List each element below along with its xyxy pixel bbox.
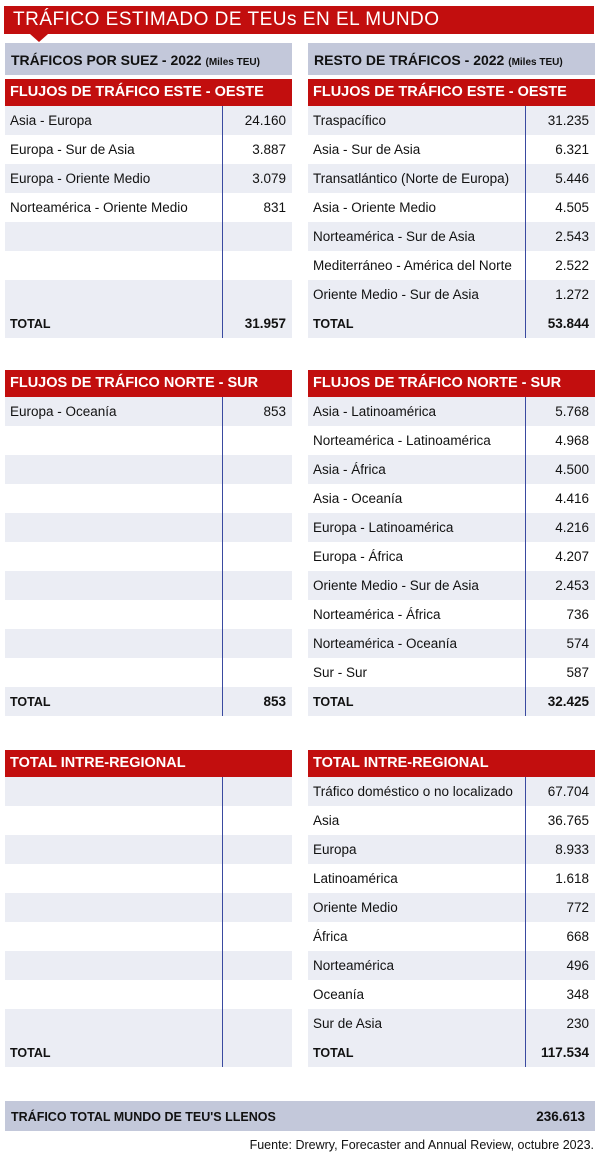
table-row bbox=[308, 1009, 595, 1038]
table-row bbox=[308, 571, 595, 600]
table-body bbox=[308, 777, 595, 1067]
row-label: Norteamérica - Sur de Asia bbox=[313, 229, 476, 244]
total-label: TOTAL bbox=[10, 317, 51, 331]
title-notch bbox=[30, 34, 48, 42]
row-value: 2.453 bbox=[555, 578, 589, 593]
rest-header-title: RESTO DE TRÁFICOS - 2022 bbox=[314, 52, 505, 68]
total-row bbox=[308, 309, 595, 338]
table-row bbox=[5, 835, 292, 864]
table-row bbox=[308, 193, 595, 222]
row-value: 1.618 bbox=[555, 871, 589, 886]
table-row bbox=[308, 980, 595, 1009]
grand-total-row bbox=[5, 1101, 595, 1131]
table-row bbox=[5, 922, 292, 951]
row-value: 24.160 bbox=[244, 113, 286, 128]
column-divider bbox=[525, 106, 526, 338]
total-label: TOTAL bbox=[10, 695, 51, 709]
grand-total-label: TRÁFICO TOTAL MUNDO DE TEU'S LLENOS bbox=[11, 1110, 276, 1124]
table-row bbox=[5, 893, 292, 922]
table-body bbox=[308, 106, 595, 338]
table-row bbox=[5, 193, 292, 222]
table-row bbox=[5, 135, 292, 164]
table-row bbox=[5, 571, 292, 600]
row-label: Asia bbox=[313, 813, 340, 828]
rest-east-west-table bbox=[308, 79, 595, 338]
table-row bbox=[5, 222, 292, 251]
table-row bbox=[308, 251, 595, 280]
rest-header bbox=[308, 43, 595, 75]
table-row bbox=[5, 806, 292, 835]
row-label: Norteamérica - Oriente Medio bbox=[10, 200, 188, 215]
source-note: Fuente: Drewry, Forecaster and Annual Review, octubre 2023. bbox=[249, 1138, 594, 1152]
column-divider bbox=[525, 397, 526, 716]
table-row bbox=[5, 280, 292, 309]
table-row bbox=[5, 106, 292, 135]
suez-east-west-table bbox=[5, 79, 292, 338]
table-body bbox=[5, 777, 292, 1067]
row-value: 5.768 bbox=[555, 404, 589, 419]
table-row bbox=[5, 426, 292, 455]
row-value: 1.272 bbox=[555, 287, 589, 302]
row-label: Tráfico doméstico o no localizado bbox=[313, 784, 513, 799]
row-label: Sur de Asia bbox=[313, 1016, 383, 1031]
table-row bbox=[308, 893, 595, 922]
row-value: 853 bbox=[263, 404, 286, 419]
column-divider bbox=[222, 106, 223, 338]
row-label: Traspacífico bbox=[313, 113, 387, 128]
row-value: 2.543 bbox=[555, 229, 589, 244]
total-label: TOTAL bbox=[313, 317, 354, 331]
table-row bbox=[308, 135, 595, 164]
rest-north-south-table bbox=[308, 370, 595, 716]
rest-panel-header bbox=[308, 43, 595, 75]
table-row bbox=[5, 397, 292, 426]
row-value: 496 bbox=[566, 958, 589, 973]
row-value: 4.207 bbox=[555, 549, 589, 564]
row-value: 4.968 bbox=[555, 433, 589, 448]
section-title: TOTAL INTRE-REGIONAL bbox=[308, 750, 595, 777]
total-row bbox=[308, 687, 595, 716]
table-row bbox=[5, 1009, 292, 1038]
row-label: Oriente Medio - Sur de Asia bbox=[313, 287, 479, 302]
row-label: Transatlántico (Norte de Europa) bbox=[313, 171, 510, 186]
row-label: Europa - África bbox=[313, 549, 404, 564]
table-row bbox=[308, 164, 595, 193]
row-label: Norteamérica - África bbox=[313, 607, 441, 622]
table-body bbox=[5, 106, 292, 338]
suez-header bbox=[5, 43, 292, 75]
table-row bbox=[5, 484, 292, 513]
column-divider bbox=[525, 777, 526, 1067]
table-row bbox=[5, 864, 292, 893]
suez-header-title: TRÁFICOS POR SUEZ - 2022 bbox=[11, 52, 202, 68]
total-label: TOTAL bbox=[313, 695, 354, 709]
grand-total-value: 236.613 bbox=[536, 1109, 585, 1124]
row-label: Asia - Sur de Asia bbox=[313, 142, 421, 157]
row-label: Latinoamérica bbox=[313, 871, 398, 886]
row-value: 736 bbox=[566, 607, 589, 622]
section-title: FLUJOS DE TRÁFICO NORTE - SUR bbox=[5, 370, 292, 397]
table-row bbox=[5, 513, 292, 542]
row-label: Oriente Medio bbox=[313, 900, 398, 915]
row-value: 3.887 bbox=[252, 142, 286, 157]
row-value: 31.235 bbox=[547, 113, 589, 128]
table-row bbox=[308, 835, 595, 864]
row-label: Europa bbox=[313, 842, 357, 857]
row-value: 230 bbox=[566, 1016, 589, 1031]
table-row bbox=[308, 484, 595, 513]
suez-header-unit: (Miles TEU) bbox=[205, 57, 260, 68]
table-row bbox=[5, 629, 292, 658]
row-value: 574 bbox=[566, 636, 589, 651]
row-label: África bbox=[313, 929, 348, 944]
table-row bbox=[308, 106, 595, 135]
table-row bbox=[5, 542, 292, 571]
suez-north-south-table bbox=[5, 370, 292, 716]
table-body bbox=[5, 397, 292, 716]
row-value: 772 bbox=[566, 900, 589, 915]
section-title: FLUJOS DE TRÁFICO ESTE - OESTE bbox=[5, 79, 292, 106]
suez-panel-header bbox=[5, 43, 292, 75]
column-divider bbox=[222, 397, 223, 716]
row-label: Europa - Sur de Asia bbox=[10, 142, 135, 157]
table-row bbox=[5, 980, 292, 1009]
total-label: TOTAL bbox=[313, 1046, 354, 1060]
row-label: Norteamérica - Latinoamérica bbox=[313, 433, 491, 448]
row-value: 587 bbox=[566, 665, 589, 680]
table-row bbox=[308, 222, 595, 251]
table-row bbox=[5, 600, 292, 629]
row-label: Norteamérica bbox=[313, 958, 395, 973]
row-value: 67.704 bbox=[547, 784, 589, 799]
row-value: 4.505 bbox=[555, 200, 589, 215]
row-label: Sur - Sur bbox=[313, 665, 368, 680]
row-value: 4.216 bbox=[555, 520, 589, 535]
table-row bbox=[308, 397, 595, 426]
column-divider bbox=[222, 777, 223, 1067]
row-label: Asia - África bbox=[313, 462, 386, 477]
row-label: Asia - Oceanía bbox=[313, 491, 403, 506]
row-value: 5.446 bbox=[555, 171, 589, 186]
row-label: Norteamérica - Oceanía bbox=[313, 636, 458, 651]
table-row bbox=[308, 629, 595, 658]
table-row bbox=[308, 455, 595, 484]
row-value: 2.522 bbox=[555, 258, 589, 273]
table-row bbox=[308, 658, 595, 687]
total-label: TOTAL bbox=[10, 1046, 51, 1060]
table-row bbox=[308, 922, 595, 951]
row-label: Asia - Europa bbox=[10, 113, 92, 128]
table-row bbox=[5, 251, 292, 280]
table-row bbox=[5, 164, 292, 193]
row-value: 668 bbox=[566, 929, 589, 944]
total-value: 32.425 bbox=[547, 694, 589, 709]
row-label: Oriente Medio - Sur de Asia bbox=[313, 578, 479, 593]
section-title: FLUJOS DE TRÁFICO ESTE - OESTE bbox=[308, 79, 595, 106]
row-value: 4.416 bbox=[555, 491, 589, 506]
table-row bbox=[308, 600, 595, 629]
suez-intra-regional-table bbox=[5, 750, 292, 1067]
table-row bbox=[308, 280, 595, 309]
row-label: Oceanía bbox=[313, 987, 365, 1002]
table-row bbox=[5, 951, 292, 980]
total-row bbox=[5, 309, 292, 338]
table-row bbox=[308, 777, 595, 806]
table-row bbox=[308, 806, 595, 835]
table-row bbox=[308, 542, 595, 571]
table-body bbox=[308, 397, 595, 716]
total-row bbox=[5, 687, 292, 716]
rest-intra-regional-table bbox=[308, 750, 595, 1067]
table-row bbox=[5, 777, 292, 806]
row-value: 6.321 bbox=[555, 142, 589, 157]
total-value: 31.957 bbox=[244, 316, 286, 331]
total-row bbox=[5, 1038, 292, 1067]
table-row bbox=[308, 951, 595, 980]
row-value: 348 bbox=[566, 987, 589, 1002]
total-row bbox=[308, 1038, 595, 1067]
page-title: TRÁFICO ESTIMADO DE TEUs EN EL MUNDO bbox=[4, 6, 594, 34]
table-row bbox=[308, 513, 595, 542]
row-label: Mediterráneo - América del Norte bbox=[313, 258, 512, 273]
section-title: TOTAL INTRE-REGIONAL bbox=[5, 750, 292, 777]
section-title: FLUJOS DE TRÁFICO NORTE - SUR bbox=[308, 370, 595, 397]
row-label: Asia - Oriente Medio bbox=[313, 200, 437, 215]
row-value: 36.765 bbox=[547, 813, 589, 828]
table-row bbox=[5, 658, 292, 687]
row-value: 3.079 bbox=[252, 171, 286, 186]
total-value: 53.844 bbox=[547, 316, 589, 331]
table-row bbox=[308, 426, 595, 455]
total-value: 853 bbox=[263, 694, 286, 709]
table-row bbox=[5, 455, 292, 484]
rest-header-unit: (Miles TEU) bbox=[508, 57, 563, 68]
table-row bbox=[308, 864, 595, 893]
row-label: Europa - Latinoamérica bbox=[313, 520, 454, 535]
row-label: Asia - Latinoamérica bbox=[313, 404, 437, 419]
row-label: Europa - Oriente Medio bbox=[10, 171, 151, 186]
total-value: 117.534 bbox=[540, 1045, 589, 1060]
row-value: 4.500 bbox=[555, 462, 589, 477]
row-value: 831 bbox=[263, 200, 286, 215]
row-value: 8.933 bbox=[555, 842, 589, 857]
row-label: Europa - Oceanía bbox=[10, 404, 117, 419]
